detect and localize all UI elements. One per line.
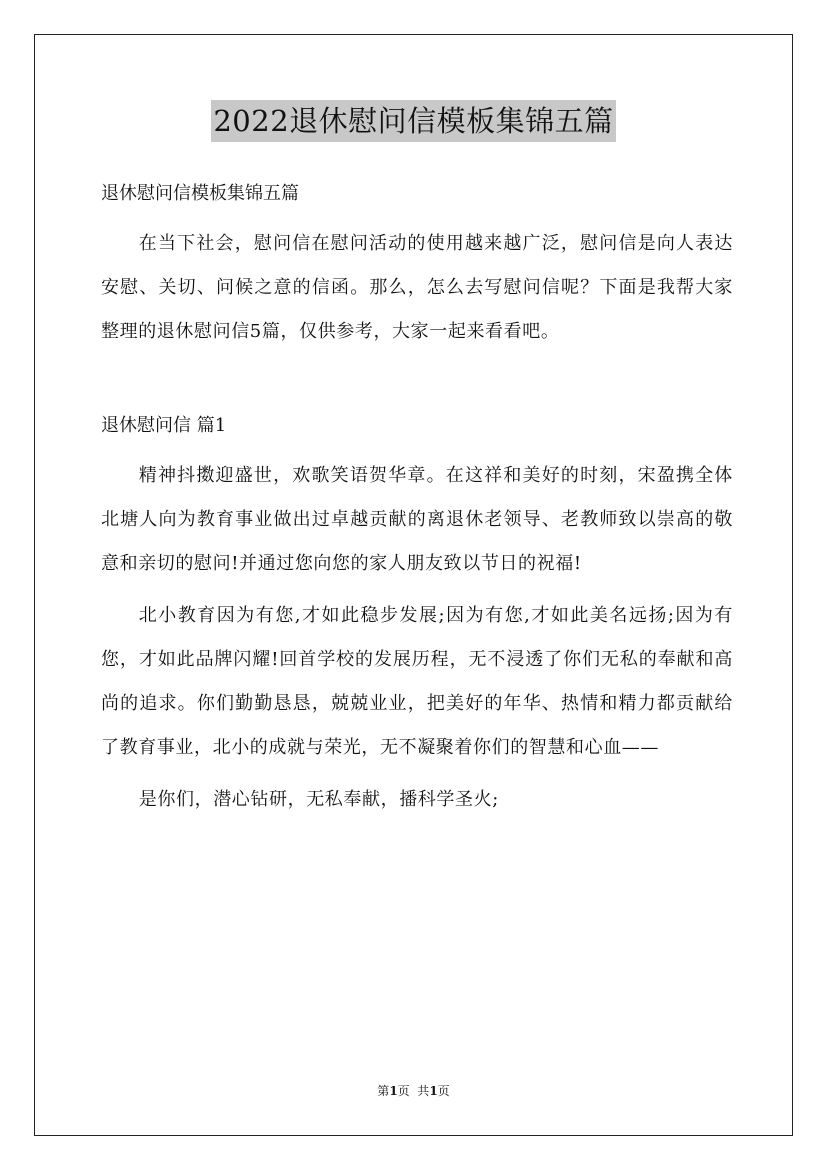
page-label-pre: 第	[377, 1084, 390, 1098]
document-body	[101, 176, 733, 822]
page-total: 1	[429, 1084, 438, 1098]
page-label-post: 页	[437, 1084, 450, 1098]
document-title: 2022退休慰问信模板集锦五篇	[211, 100, 615, 142]
page-current: 1	[389, 1084, 398, 1098]
document-title-wrapper	[0, 100, 827, 142]
body-paragraph: 精神抖擞迎盛世，欢歌笑语贺华章。在这祥和美好的时刻，宋盈携全体北塘人向为教育事业做出过卓越贡献的离退休老领导、老教师致以崇高的敬意和亲切的慰问!并通过您向您的家人朋友致以节日的祝福!	[101, 465, 733, 574]
body-paragraph: 北小教育因为有您,才如此稳步发展;因为有您,才如此美名远扬;因为有您，才如此品牌闪耀!回首学校的发展历程，无不浸透了你们无私的奉献和高尚的追求。你们勤勤恳恳，兢兢业业，把美好的年华、热情和精力都贡献给了教育事业，北小的成就与荣光，无不凝聚着你们的智慧和心血——	[101, 605, 733, 758]
intro-paragraph: 在当下社会，慰问信在慰问活动的使用越来越广泛，慰问信是向人表达安慰、关切、问候之意的信函。那么，怎么去写慰问信呢？下面是我帮大家整理的退休慰问信5篇，仅供参考，大家一起来看看吧。	[101, 233, 733, 342]
document-subtitle: 退休慰问信模板集锦五篇	[101, 183, 299, 204]
section-heading: 退休慰问信 篇1	[101, 415, 227, 436]
body-paragraph: 是你们，潜心钻研，无私奉献，播科学圣火;	[138, 789, 499, 810]
page-footer	[0, 1082, 827, 1100]
page-label-mid: 页 共	[397, 1084, 430, 1098]
